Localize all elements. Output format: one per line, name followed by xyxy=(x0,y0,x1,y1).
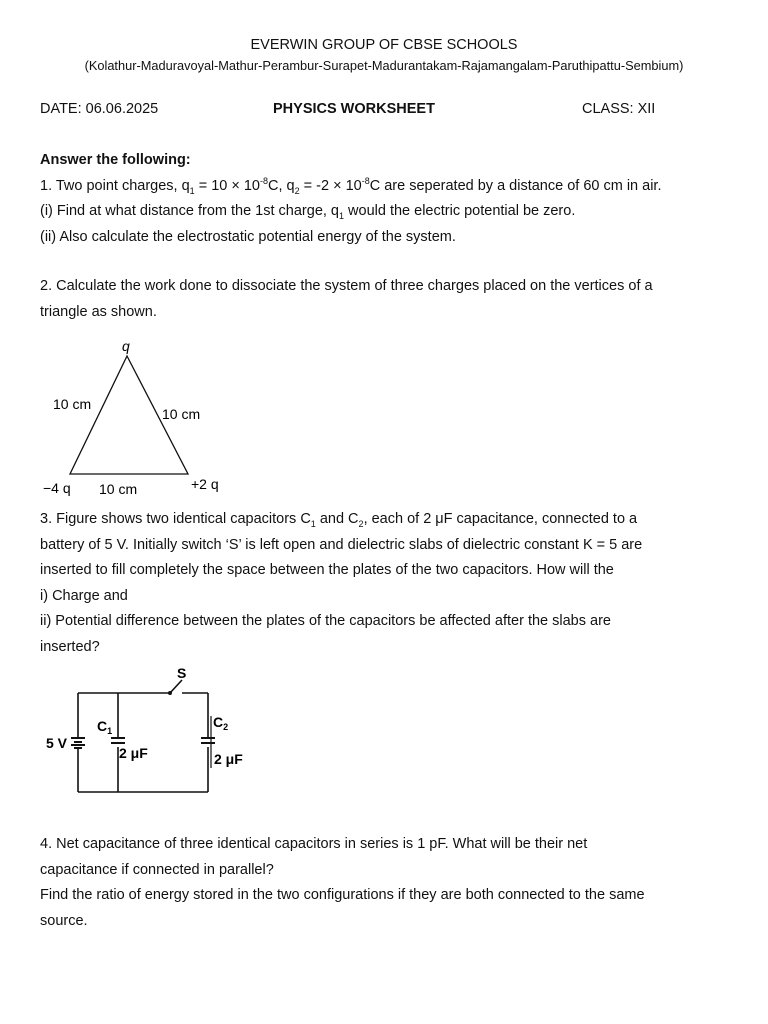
switch-label: S xyxy=(177,665,187,681)
worksheet-class: CLASS: XII xyxy=(582,101,656,117)
c2-value-label: 2 μF xyxy=(214,751,243,767)
switch-pivot xyxy=(168,691,172,695)
question-3-line-2: battery of 5 V. Initially switch ‘S’ is left open and dielectric slabs of dielectric constant K = 5 are xyxy=(40,536,643,553)
school-name: EVERWIN GROUP OF CBSE SCHOOLS xyxy=(250,37,518,53)
school-branches: (Kolathur-Maduravoyal-Mathur-Perambur-Surapet-Madurantakam-Rajamangalam-Paruthipattu-Sembium) xyxy=(84,58,684,73)
left-charge-label: −4 q xyxy=(43,480,71,496)
question-1-line-1: 1. Two point charges, $q_1 = 10 \times 10^{-8}C$, $q_2 = -2 \times 10^{-8}C$ are seperated by a distance of 60 cm in air. xyxy=(40,175,662,196)
worksheet-date: DATE: 06.06.2025 xyxy=(40,101,159,117)
bottom-side-label: 10 cm xyxy=(99,481,138,497)
left-side-label: 10 cm xyxy=(53,396,92,412)
c1-label: $C_1$ xyxy=(97,718,113,736)
switch-blade xyxy=(170,680,182,693)
question-4-line-2: capacitance if connected in parallel? xyxy=(40,861,274,878)
right-charge-label: +2 q xyxy=(191,476,219,492)
question-2-line-2: triangle as shown. xyxy=(40,303,157,320)
instruction: Answer the following: xyxy=(40,152,191,168)
question-3-line-3: inserted to fill completely the space between the plates of the two capacitors. How will the xyxy=(40,562,614,578)
question-4-line-3: Find the ratio of energy stored in the two configurations if they are both connected to the same xyxy=(40,887,645,903)
question-4-line-1: 4. Net capacitance of three identical capacitors in series is 1 pF. What will be their net xyxy=(40,836,588,852)
top-charge-label: q xyxy=(122,338,130,354)
question-2-line-1: 2. Calculate the work done to dissociate the system of three charges placed on the vertices of a xyxy=(40,278,653,294)
question-3-line-5: ii) Potential difference between the plates of the capacitors be affected after the slabs are xyxy=(40,613,611,629)
question-4-block xyxy=(40,832,730,934)
question-4-line-4: source. xyxy=(40,912,88,929)
question-3-line-1: 3. Figure shows two identical capacitors $C_1$ and $C_2$, each of 2 μF capacitance, connected to a xyxy=(40,511,638,529)
c2-label: $C_2$ xyxy=(213,714,229,732)
question-1-line-3: (ii) Also calculate the electrostatic potential energy of the system. xyxy=(40,228,456,245)
right-side-label: 10 cm xyxy=(162,406,201,422)
question-3-line-4: i) Charge and xyxy=(40,587,128,604)
c1-value-label: 2 μF xyxy=(119,745,148,761)
question-1-line-2: (i) Find at what distance from the 1st charge, $q_1$ would the electric potential be zero. xyxy=(40,203,576,221)
battery-label: 5 V xyxy=(46,735,68,751)
question-3-line-6: inserted? xyxy=(40,638,100,655)
worksheet-title: PHYSICS WORKSHEET xyxy=(273,101,435,117)
